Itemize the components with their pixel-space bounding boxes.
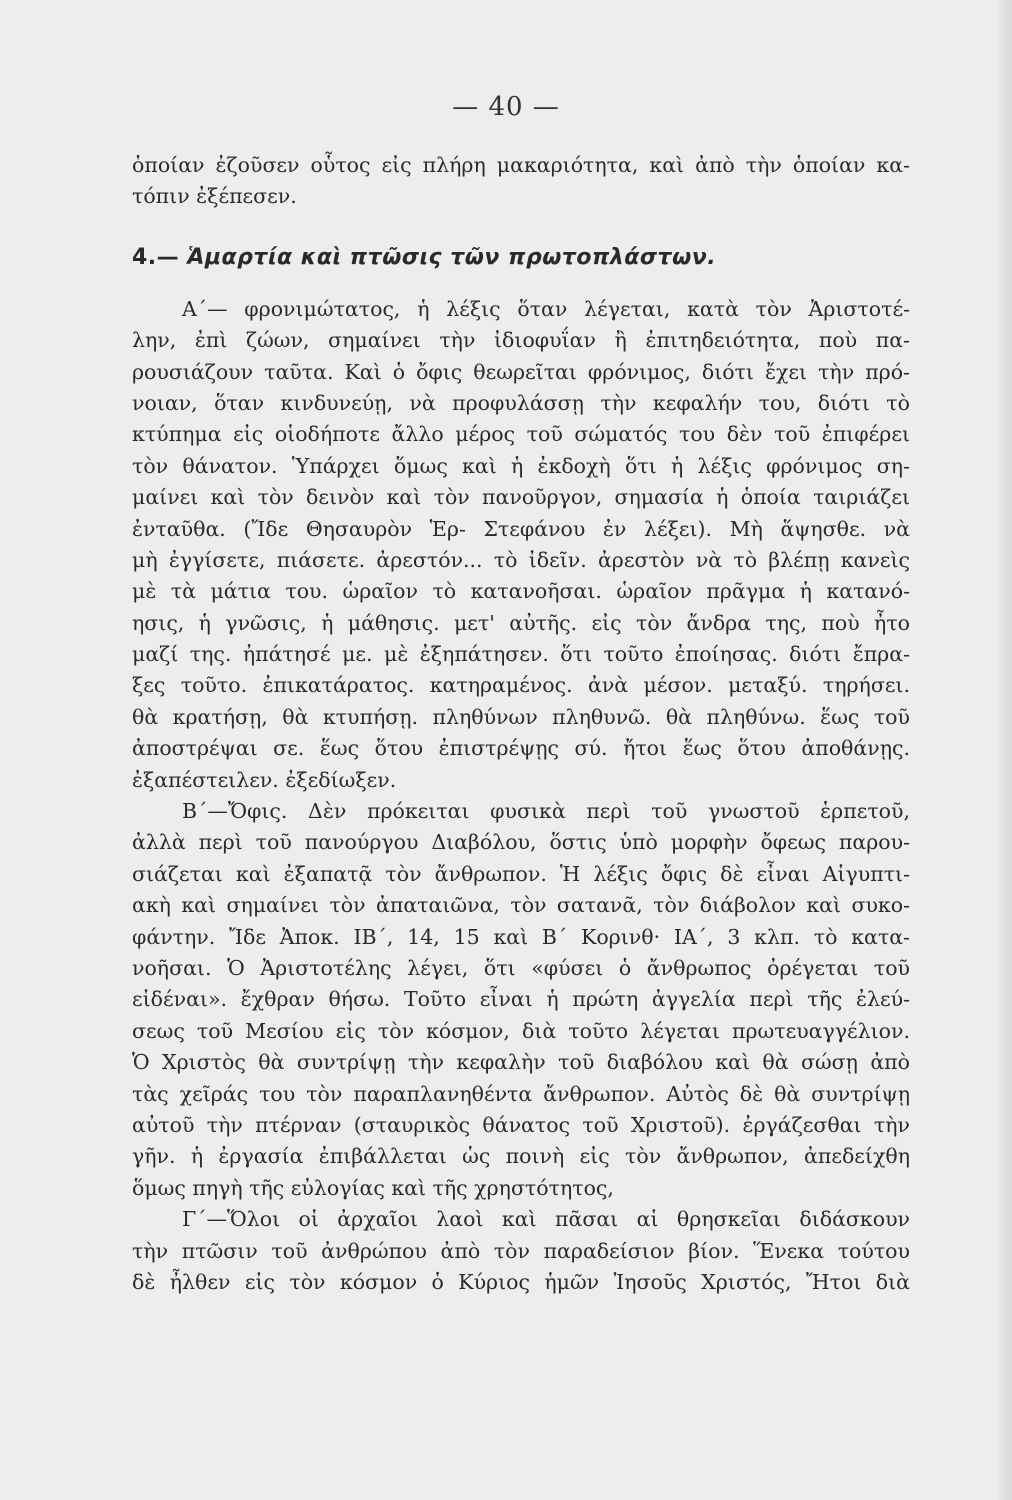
text-line: φάντην. Ἴδε Ἀποκ. ΙΒ΄, 14, 15 καὶ Β΄ Κορινθ· ΙΑ΄, 3 κλπ. τὸ κατα- bbox=[132, 924, 910, 949]
text-line: τὸν θάνατον. Ὑπάρχει ὅμως καὶ ἡ ἐκδοχὴ ὅτι ἡ λέξις φρόνιμος ση- bbox=[132, 453, 910, 478]
text-line: ησις, ἡ γνῶσις, ἡ μάθησις. μετ' αὐτῆς. εἰς τὸν ἄνδρα της, ποὺ ἦτο bbox=[132, 610, 910, 635]
text-line: ἀποστρέψαι σε. ἕως ὅτου ἐπιστρέψῃς σύ. ἤτοι ἕως ὅτου ἀποθάνῃς. bbox=[132, 736, 910, 761]
text-line: κτύπημα εἰς οἱοδήποτε ἄλλο μέρος τοῦ σώματός του δὲν τοῦ ἐπιφέρει bbox=[132, 422, 910, 447]
text-line: τὰς χεῖράς του τὸν παραπλανηθέντα ἄνθρωπον. Αὐτὸς δὲ θὰ συντρίψῃ bbox=[132, 1081, 910, 1106]
text-line: εἰδέναι». ἔχθραν θήσω. Τοῦτο εἶναι ἡ πρώτη ἀγγελία περὶ τῆς ἐλεύ- bbox=[132, 987, 910, 1012]
text-line: ὁποίαν ἐζοῦσεν οὗτος εἰς πλήρη μακαριότητα, καὶ ἀπὸ τὴν ὁποίαν κα- bbox=[132, 153, 910, 177]
text-line: δὲ ἦλθεν εἰς τὸν κόσμον ὁ Κύριος ἡμῶν Ἰησοῦς Χριστός, Ἤτοι διὰ bbox=[132, 1269, 910, 1294]
section-heading bbox=[132, 242, 910, 274]
text-line: Γ΄—Ὅλοι οἱ ἀρχαῖοι λαοὶ καὶ πᾶσαι αἱ θρησκεῖαι διδάσκουν bbox=[182, 1207, 910, 1232]
section-number: 4.— bbox=[132, 244, 180, 270]
text-line: μαζί της. ἠπάτησέ με. μὲ ἐξηπάτησεν. ὅτι τοῦτο ἐποίησας. διότι ἔπρα- bbox=[132, 642, 910, 667]
text-line: γῆν. ἡ ἐργασία ἐπιβάλλεται ὡς ποινὴ εἰς τὸν ἄνθρωπον, ἀπεδείχθη bbox=[132, 1144, 910, 1169]
text-line: ακὴ καὶ σημαίνει τὸν ἀπαταιῶνα, τὸν σατανᾶ, τὸν διάβολον καὶ συκο- bbox=[132, 893, 910, 918]
text-line: Ὁ Χριστὸς θὰ συντρίψῃ τὴν κεφαλὴν τοῦ διαβόλου καὶ θὰ σώσῃ ἀπὸ bbox=[132, 1050, 910, 1075]
text-line: σιάζεται καὶ ἐξαπατᾷ τὸν ἄνθρωπον. Ἡ λέξις ὄφις δὲ εἶναι Αἰγυπτι- bbox=[132, 861, 910, 886]
text-line: νοῆσαι. Ὁ Ἀριστοτέλης λέγει, ὅτι «φύσει ὁ ἄνθρωπος ὀρέγεται τοῦ bbox=[132, 955, 910, 980]
text-line: θὰ κρατήσῃ, θὰ κτυπήσῃ. πληθύνων πληθυνῶ. θὰ πληθύνω. ἕως τοῦ bbox=[132, 704, 910, 729]
page-edge bbox=[998, 0, 1012, 1500]
text-line: τὴν πτῶσιν τοῦ ἀνθρώπου ἀπὸ τὸν παραδείσιον βίον. Ἕνεκα τούτου bbox=[132, 1238, 910, 1263]
spacer bbox=[132, 213, 910, 242]
text-line: σεως τοῦ Μεσίου εἰς τὸν κόσμον, διὰ τοῦτο λέγεται πρωτευαγγέλιον. bbox=[132, 1018, 910, 1043]
text-line: Α΄— φρονιμώτατος, ἡ λέξις ὅταν λέγεται, κατὰ τὸν Ἀριστοτέ- bbox=[182, 296, 910, 321]
page-number: — 40 — bbox=[452, 92, 560, 122]
spacer bbox=[132, 274, 910, 294]
page-text bbox=[132, 150, 910, 1298]
text-line: ἐξαπέστειλεν. ἐξεδίωξεν. bbox=[132, 767, 397, 792]
text-line: τόπιν ἐξέπεσεν. bbox=[132, 184, 297, 209]
text-line: Β΄—Ὄφις. Δὲν πρόκειται φυσικὰ περὶ τοῦ γνωστοῦ ἑρπετοῦ, bbox=[182, 799, 910, 824]
text-line: λην, ἐπὶ ζώων, σημαίνει τὴν ἰδιοφυΐαν ἢ ἐπιτηδειότητα, ποὺ πα- bbox=[132, 328, 910, 353]
text-line: ρουσιάζουν ταῦτα. Καὶ ὁ ὄφις θεωρεῖται φρόνιμος, διότι ἔχει τὴν πρό- bbox=[132, 359, 910, 384]
text-line: νοιαν, ὅταν κινδυνεύῃ, νὰ προφυλάσσῃ τὴν κεφαλήν του, διότι τὸ bbox=[132, 390, 910, 415]
text-line: ἐνταῦθα. (Ἴδε Θησαυρὸν Ἑρ- Στεφάνου ἐν λέξει). Μὴ ἅψησθε. νὰ bbox=[132, 516, 910, 541]
text-line: ξες τοῦτο. ἐπικατάρατος. κατηραμένος. ἀνὰ μέσον. μεταξύ. τηρήσει. bbox=[132, 673, 910, 698]
text-line: μὴ ἐγγίσετε, πιάσετε. ἀρεστόν... τὸ ἰδεῖν. ἀρεστὸν νὰ τὸ βλέπῃ κανεὶς bbox=[132, 547, 910, 572]
text-line: ὅμως πηγὴ τῆς εὐλογίας καὶ τῆς χρηστότητος, bbox=[132, 1175, 614, 1200]
text-line: ἀλλὰ περὶ τοῦ πανούργου Διαβόλου, ὅστις ὑπὸ μορφὴν ὄφεως παρου- bbox=[132, 830, 910, 855]
text-line: μαίνει καὶ τὸν δεινὸν καὶ τὸν πανοῦργον, σημασία ἡ ὁποία ταιριάζει bbox=[132, 485, 910, 510]
section-title: Ἁμαρτία καὶ πτῶσις τῶν πρωτοπλάστων. bbox=[187, 244, 717, 270]
text-line: αὐτοῦ τὴν πτέρναν (σταυρικὸς θάνατος τοῦ Χριστοῦ). ἐργάζεσθαι τὴν bbox=[132, 1112, 910, 1137]
text-line: μὲ τὰ μάτια του. ὡραῖον τὸ κατανοῆσαι. ὡραῖον πρᾶγμα ἡ κατανό- bbox=[132, 579, 910, 604]
